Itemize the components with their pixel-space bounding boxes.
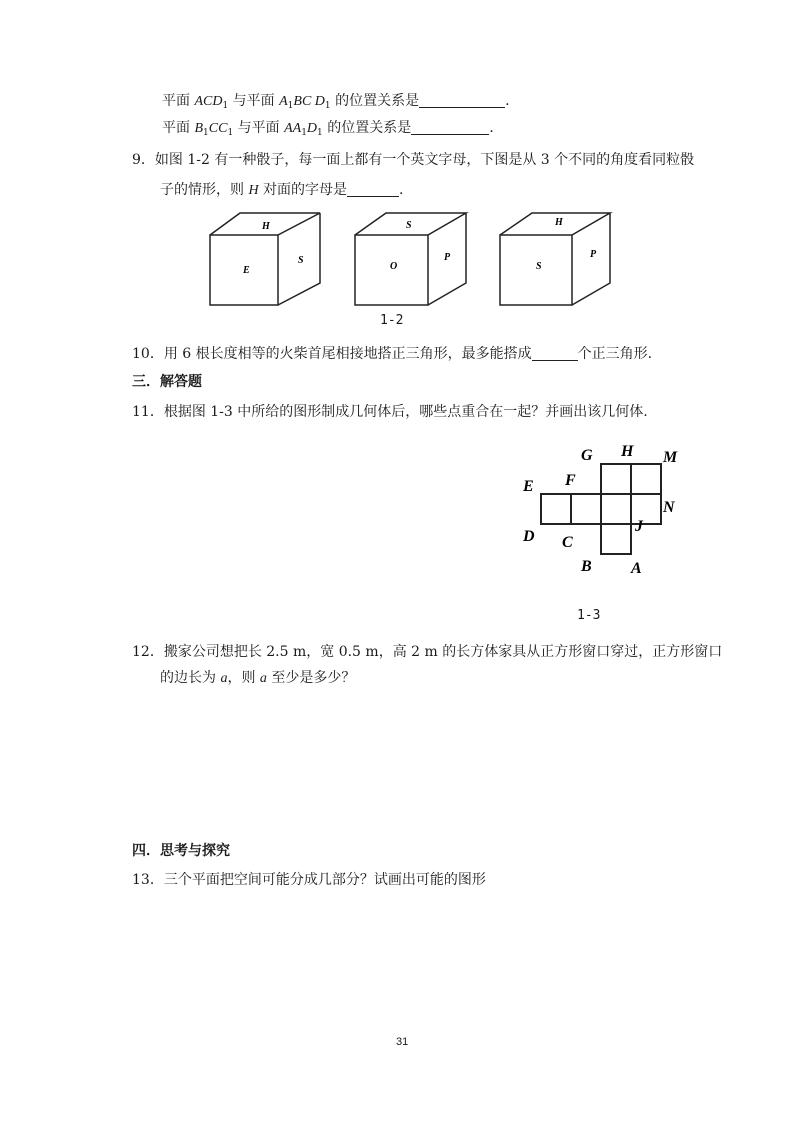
- net-label-A: A: [631, 560, 642, 577]
- answer-blank[interactable]: [411, 120, 489, 135]
- net-squares: [541, 464, 661, 554]
- net-label-F: F: [565, 472, 576, 489]
- cube-2-front-letter: O: [390, 261, 398, 272]
- net-label-C: C: [562, 534, 573, 551]
- question-9-line-1: 9．如图 1-2 有一种骰子，每一面上都有一个英文字母，下图是从 3 个不同的角度看同粒骰: [132, 152, 695, 168]
- section-heading-4: 四．思考与探究: [132, 843, 230, 859]
- net-label-D: D: [523, 528, 535, 545]
- question-13: 13．三个平面把空间可能分成几部分？试画出可能的图形: [132, 872, 486, 888]
- cube-net-figure: [515, 440, 695, 580]
- page-number: 31: [396, 1036, 409, 1048]
- section-heading-3: 三．解答题: [132, 374, 202, 390]
- cube-1-side-letter: S: [298, 255, 304, 266]
- answer-blank[interactable]: [347, 182, 399, 197]
- relation-line-2: 平面 $B_1CC_1$ 与平面 $AA_1D_1$ 的位置关系是 .: [162, 120, 494, 138]
- net-label-J: J: [635, 518, 643, 535]
- cube-1-front-letter: E: [243, 265, 250, 276]
- net-label-M: M: [663, 449, 678, 466]
- cube-2-side-letter: P: [444, 252, 451, 263]
- cube-1-top-letter: H: [262, 221, 270, 232]
- relation-line-1: 平面 $ACD_1$ 与平面 $A_1BC$ $D_1$ 的位置关系是 .: [162, 93, 510, 111]
- cube-3-front-letter: S: [536, 261, 542, 272]
- figure-caption-1-3: 1-3: [577, 608, 601, 623]
- net-label-E: E: [523, 478, 534, 495]
- question-9-line-2: 子的情形，则 H 对面的字母是 .: [160, 182, 404, 198]
- question-12-line-1: 12．搬家公司想把长 2.5 m，宽 0.5 m，高 2 m 的长方体家具从正方形窗口穿过，正方形窗口: [132, 644, 723, 660]
- net-label-H: H: [621, 443, 634, 460]
- cube-3-top-letter: H: [555, 217, 563, 228]
- answer-blank[interactable]: [532, 346, 578, 361]
- cube-2-top-letter: S: [406, 220, 412, 231]
- cube-3-side-letter: P: [590, 249, 597, 260]
- answer-blank[interactable]: [419, 93, 505, 108]
- net-label-G: G: [581, 447, 593, 464]
- net-label-B: B: [581, 558, 592, 575]
- net-label-N: N: [663, 499, 675, 516]
- figure-caption-1-2: 1-2: [380, 313, 404, 328]
- dice-figure: [200, 205, 640, 310]
- question-10: 10．用 6 根长度相等的火柴首尾相接地搭正三角形，最多能搭成 个正三角形.: [132, 346, 653, 362]
- question-11: 11．根据图 1-3 中所给的图形制成几何体后，哪些点重合在一起？并画出该几何体.: [132, 404, 648, 420]
- question-12-line-2: 的边长为 a，则 a 至少是多少？: [160, 670, 356, 686]
